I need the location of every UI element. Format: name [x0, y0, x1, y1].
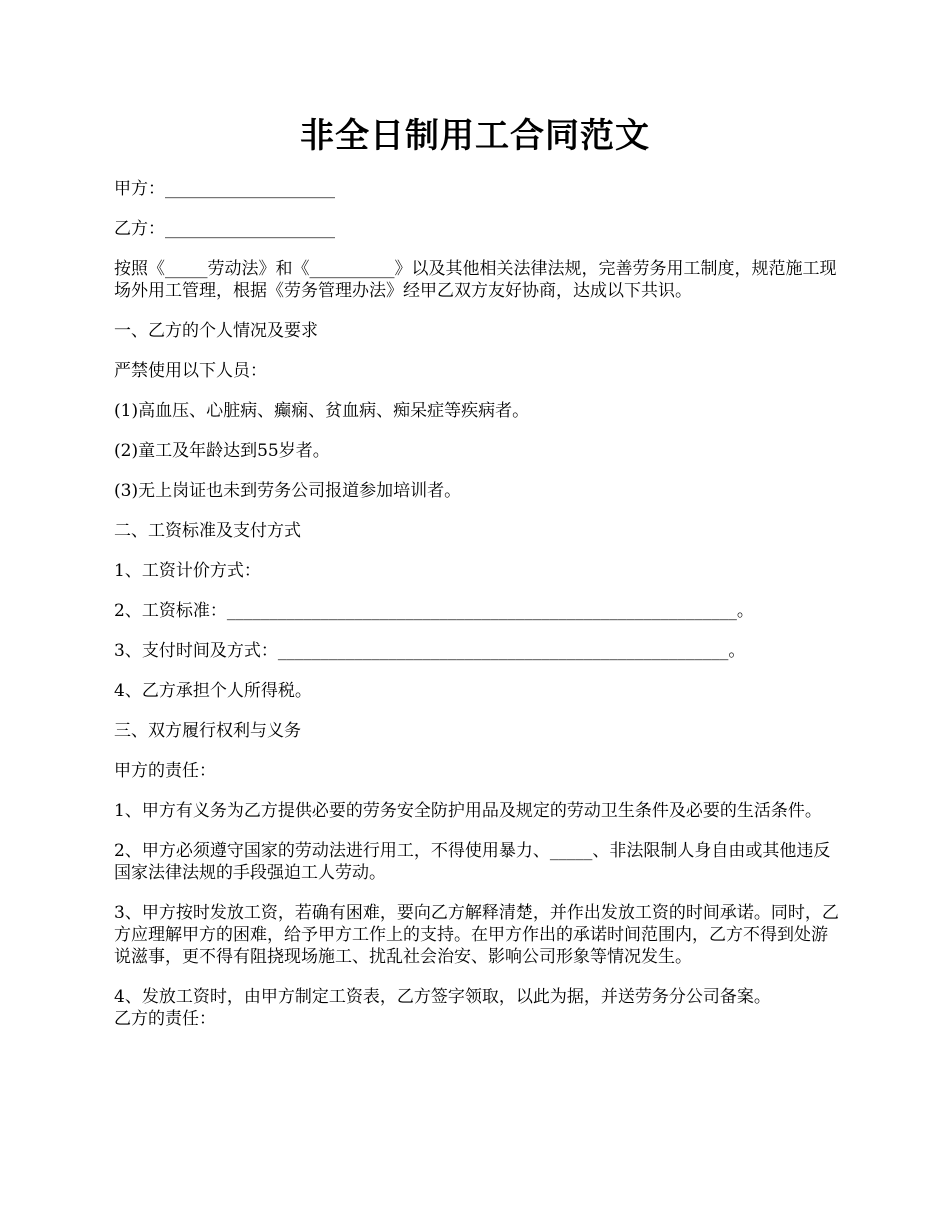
- wage-item-1: 1、工资计价方式：: [114, 561, 261, 581]
- wage-item-2: 2、工资标准：____________________________________________________________。: [114, 601, 754, 621]
- prohibited-item-3: (3)无上岗证也未到劳务公司报道参加培训者。: [114, 481, 462, 501]
- preamble-paragraph: 按照《_____劳动法》和《__________》以及其他相关法律法规，完善劳务用工制度，规范施工现场外用工管理，根据《劳务管理办法》经甲乙双方友好协商，达成以下共识。: [114, 259, 837, 301]
- prohibited-item-2: (2)童工及年龄达到55岁者。: [114, 441, 330, 461]
- party-a-line: 甲方：____________________: [114, 179, 335, 199]
- document-title: 非全日制用工合同范文: [300, 116, 650, 156]
- prohibited-item-1: (1)高血压、心脏病、癫痫、贫血病、痴呆症等疾病者。: [114, 401, 530, 421]
- party-a-duty-3: 3、甲方按时发放工资，若确有困难，要向乙方解释清楚，并作出发放工资的时间承诺。同时，乙方应理解甲方的困难，给予甲方工作上的支持。在甲方作出的承诺时间范围内，乙方不得到处游说滋事，更不得有阻挠现场施工、扰乱社会治安、影响公司形象等情况发生。: [114, 903, 839, 967]
- prohibited-intro: 严禁使用以下人员：: [114, 361, 267, 381]
- party-a-duty-4: 4、发放工资时，由甲方制定工资表，乙方签字领取，以此为据，并送劳务分公司备案。: [114, 987, 771, 1007]
- wage-item-3: 3、支付时间及方式：_____________________________________________________。: [114, 641, 746, 661]
- party-a-duty-1: 1、甲方有义务为乙方提供必要的劳务安全防护用品及规定的劳动卫生条件及必要的生活条件。: [114, 801, 822, 821]
- document-body: [114, 178, 840, 1030]
- party-b-line: 乙方：____________________: [114, 219, 335, 239]
- wage-item-4: 4、乙方承担个人所得税。: [114, 681, 312, 701]
- section-heading-1: 一、乙方的个人情况及要求: [114, 321, 318, 341]
- party-a-duty-2: 2、甲方必须遵守国家的劳动法进行用工，不得使用暴力、_____、非法限制人身自由或其他违反国家法律法规的手段强迫工人劳动。: [114, 841, 831, 883]
- party-b-duties-heading: 乙方的责任：: [114, 1009, 216, 1029]
- party-a-duties-heading: 甲方的责任：: [114, 761, 216, 781]
- section-heading-3: 三、双方履行权利与义务: [114, 721, 301, 741]
- section-heading-2: 二、工资标准及支付方式: [114, 521, 301, 541]
